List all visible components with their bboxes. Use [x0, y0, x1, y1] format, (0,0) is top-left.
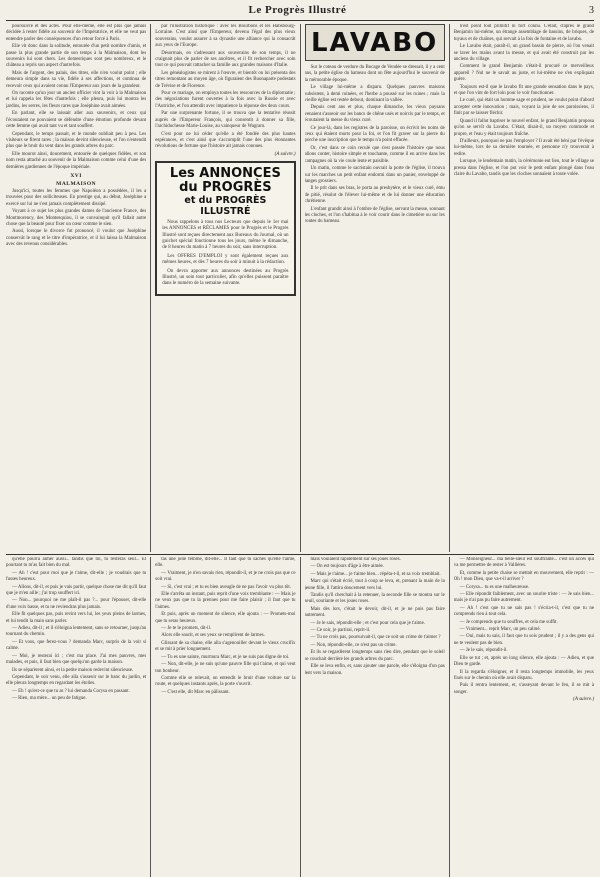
paragraph: Or, c'est dans ce coin reculé que s'est passée l'histoire que nous allons conter, histoire simple et touchante, comme il en arrive dans les campagnes où la vie coule lente et paisible. [304, 145, 445, 164]
upper-section [6, 24, 594, 552]
column-text [305, 557, 445, 677]
paragraph: qu'elle pourra aimer aussi... tandis que toi, tu resteras seul... Et pourtant tu m'as fait bien du mal. [6, 557, 147, 569]
paragraph: Ce jour-là, dans les registres de la paroisse, on écrivit les noms de ceux qui étaient morts pour la foi, et l'on fit graver sur la pierre du porche une inscription que le temps n'a point effacée. [304, 125, 445, 144]
paragraph: Glissant de sa chaise, elle alla s'agenouiller devant le vieux crucifix et se mit à prier longuement. [155, 640, 296, 653]
column-text [6, 24, 146, 171]
paragraph: Alors elle sourit, et ses yeux se remplirent de larmes. [161, 633, 265, 639]
section-title: MALMAISON [56, 180, 97, 187]
paragraph: — Rien, ma mère... un peu de fatigue. [12, 696, 87, 702]
paragraph: Elle se tut ; et, après un long silence, elle ajouta : — Adieu, et que Dieu te garde. [453, 655, 594, 668]
column-rule [300, 24, 301, 552]
column-text [155, 24, 295, 151]
column-rule [150, 24, 151, 552]
paragraph: — Je le sais, répondit-elle ; et c'est pour cela que je t'aime. [310, 620, 425, 626]
story-header [305, 24, 445, 61]
paragraph: — Et vous, que ferez-vous ? demanda Marc, surpris de la voir si calme. [6, 639, 147, 652]
upper-column-3 [305, 24, 445, 552]
paragraph: — Eh ! qu'est-ce que tu as ? lui demanda Corysa en passant. [12, 688, 130, 694]
paragraph: — Mais je t'aime... je t'aime bien... répéta-t-il, et sa voix tremblait. [310, 571, 441, 577]
paragraph: Jusqu'ici, toutes les femmes que Napoléon a possédées, il les a trouvées pour des solliciteuses. En prestige qui, au début, Joséphine a exercé sur lui ne s'est jamais complètement dissipé. [6, 188, 147, 207]
paragraph: Pour ce mariage, on employa toutes les ressources de la diplomatie ; des négociations furent ouvertes à la fois avec la Russie et avec l'Autriche, et l'on attendit avec impatience la réponse des deux cours. [155, 91, 296, 109]
paragraph: — Ah ! c'est que tu ne sais pas ! s'écria-t-il, c'est que tu ne comprends rien à tout cela. [453, 605, 594, 618]
paragraph: — Oui, mais tu sais, il faut que tu sois prudent ; il y a des gens qui ne te veulent pas de bien. [453, 634, 594, 646]
masthead [6, 4, 594, 21]
lower-column-1 [6, 557, 146, 877]
paragraph: D'ailleurs, pourquoi ne pas l'employer ? Il avait été béni par l'évêque lui-même, lors de sa dernière tournée, et personne n'y trouverait à redire. [453, 138, 594, 157]
announcement-text [162, 220, 288, 288]
paragraph: Et, comme la petite chaise se mettait en mouvement, elle reprit : — Oh ! mon Dieu, que va-t-il arriver ? [453, 570, 594, 583]
paragraph: Le Lavabo était, paraît-il, un grand bassin de pierre, où l'on venait se laver les mains avant la messe, et qui avait été construit par les anciens du village. [453, 44, 594, 63]
lower-section [6, 557, 594, 877]
paragraph: — Vraiment, je n'en savais rien, répondit-il, et je ne crois pas que ce soit vrai. [155, 570, 296, 583]
paragraph: — Elle répondit faiblement, avec un sourire triste : — Je sais bien... mais je n'ai pas pu faire autrement. [453, 592, 594, 604]
paragraph: Il le prit dans ses bras, le porta au presbytère, et le vieux curé, ému de pitié, résolut de l'élever lui-même et de lui donner une éducation chrétienne. [304, 186, 445, 205]
paragraph: Nous rappelons à tous nos Lecteurs que depuis le 1er mai les ANNONCES et RÉCLAMES pour le Progrès et le Progrès Illustré sont reçues directement aux Bureaux du Journal, où un guichet spécial fonctionne tous les jours, même le dimanche, de 8 heures du matin à 7 heures du soir, sans interruption. [162, 219, 289, 251]
paragraph: Tandis qu'il cherchait à la retenuer, la seconde fille se montra sur le seuil, souriante et les joues roses. [304, 593, 445, 605]
paragraph: Aussi, lorsque le divorce fut prononcé, il voulut que Joséphine conservât le rang et le titre d'impératrice, et il lui laissa la Malmaison avec des revenus considérables. [6, 229, 147, 248]
column-text [6, 557, 146, 703]
paragraph: Elle mourut ainsi, doucement, entourée de quelques fidèles, et son nom resta attaché au souvenir de la Malmaison comme celui d'une des dernières gardiennes de l'époque impériale. [6, 151, 147, 170]
upper-column-1 [6, 24, 146, 552]
paragraph: Mais dès lors, c'était le devoir, dit-il, et je ne puis pas faire autrement. [304, 606, 445, 619]
paragraph: Comme elle se relevait, on entendit le bruit d'une voiture sur la route, et quelques instants après, la porte s'ouvrit. [155, 675, 296, 688]
masthead-title: Le Progrès Illustré [248, 4, 347, 16]
paragraph: — On est toujours d'âge à être aimée. [310, 564, 384, 570]
story-title: LAVABO [310, 28, 439, 58]
paragraph: On devra apporter aux annonces destinées au Progrès Illustré, un soin tout particulier, afin qu'elles puissent paraître dans le numéro de la semaine suivante. [162, 268, 289, 287]
paragraph: — Non... pourquoi ne me plaît-il pas ?... pour l'épouser, dit-elle d'une voix basse, et tu ne reviendras plus jamais. [6, 598, 147, 610]
paragraph: mais voulaient rapidement sur ses joues roses. [310, 557, 401, 562]
paragraph: Un matin, comme le sacristain ouvrait la porte de l'église, il trouva sur les marches un petit enfant endormi dans un panier, enveloppé de langes grossiers. [304, 166, 445, 184]
paragraph: — Vraiment... reprit Marc, un peu calmé. [459, 627, 541, 633]
paragraph: — Tu es une sainte, murmura Marc, et je ne suis pas digne de toi. [161, 654, 290, 660]
paragraph: Comment le grand Benjamin s'était-il procuré ce merveilleux appareil ? Nul ne le savait au juste, et lui-même ne s'en expliquait guère. [453, 64, 594, 83]
paragraph: Cependant, le temps passait, et le monde oubliait peu à peu. Les visiteurs se firent rares ; la maison devint silencieuse, et l'on n'entendit plus que le bruit du vent dans les grands arbres du parc. [6, 131, 147, 150]
paragraph: — Tu ne crois pas, poursuivait-il, que ce soit un crime de t'aimer ? [310, 635, 441, 641]
paragraph: — Moi, je resterai ici ; c'est ma place. J'ai mes pauvres, mes malades, et puis, il faut bien que quelqu'un garde la maison. [6, 653, 147, 666]
paragraph: Et ils se regardèrent longtemps sans rien dire, pendant que le soleil se couchait derrière les grands arbres du parc. [304, 650, 445, 662]
page-number: 3 [588, 5, 594, 16]
paragraph: — Ah ! c'est pour moi que je t'aime, dit-elle ; je voudrais que tu fusses heureux. [6, 570, 147, 583]
paragraph: — Adieu, dit-il ; et il s'éloigna lentement, sans se retourner, jusqu'au tournant du chemin. [6, 626, 147, 638]
paragraph: — Si, c'est vrai ; et tu es bien aveugle de ne pas l'avoir vu plus tôt. [161, 584, 291, 590]
paragraph: poursuivre et des actes. Pour elle-même, elle est plus que jamais décidée à rester fidèle au souvenir de l'Impératrice, et elle ne veut pas entendre parler des conséquences d'un retour forcé à Paris. [6, 24, 147, 42]
section-divider [6, 554, 594, 555]
paragraph: — Non, dit-elle, je ne suis qu'une pauvre fille qui t'aime, et qui veut ton bonheur. [155, 662, 296, 674]
section-number: XVI [70, 172, 82, 179]
paragraph: Le curé, qui était un homme sage et prudent, ne voulut point d'abord accepter cette innovation ; mais, voyant la joie de ses paroissiens, il finit par se laisser fléchir. [453, 98, 594, 117]
paragraph: — Je te le promets, dit-il. [161, 626, 212, 632]
paragraph: Il la regarda s'éloigner, et il resta longtemps immobile, les yeux fixés sur le chemin où elle avait disparu. [453, 669, 594, 681]
paragraph: L'enfant grandit ainsi à l'ombre de l'église, servant la messe, sonnant les cloches, et l'on s'habitua à le voir courir dans le cimetière ou sur les routes du hameau. [304, 206, 445, 225]
column-rule [300, 557, 301, 877]
paragraph: Voyant à ce sujet les plus grandes dames de l'ancienne France, des Montmorency, des Montesquiou, il se convainquit qu'il fallait autre chose que la beauté pour fixer un cœur comme le sien. [6, 209, 147, 227]
to-be-continued: (A suivre.) [573, 697, 594, 703]
column-text-b [6, 189, 146, 249]
paragraph: Elle s'arrêta un instant, puis reprit d'une voix tremblante : — Mais je ne veux pas que tu la prennes pour me faire plaisir ; il faut que tu l'aimes. [155, 592, 296, 610]
paragraph: n'est point tout primitif ni fort connu. C'était, d'après le grand Benjamin lui-même, un étrange assemblage de bassins, de briques, de tuyaux et de chaînes, qui servait à la fois de fontaine et de lavabo. [453, 24, 594, 42]
column-text [454, 24, 594, 178]
column-text [454, 557, 594, 696]
announcement-title: Les ANNONCES du PROGRÈS [169, 165, 281, 195]
paragraph: Elle vit donc dans la solitude, entourée d'un petit nombre d'amis, et passe la plus grande partie de son temps à la Malmaison, dont les souvenirs lui sont chers. Les domestiques sont peu nombreux, et le château a repris son aspect d'autrefois. [6, 44, 147, 69]
paragraph: Quand il fallut baptiser le nouvel enfant, le grand Benjamin proposa qu'on se servît du Lavabo. C'était, disait-il, un moyen commode et propre, et l'eau y était toujours fraîche. [453, 118, 594, 137]
paragraph: En parlant, elle se laissait aller aux souvenirs, et ceux qui l'écoutaient ne pouvaient se défendre d'une émotion profonde devant cette femme qui avait tant vu et tant souffert. [6, 111, 147, 130]
paragraph: Ils se séparèrent ainsi, et la petite maison redevint silencieuse. [12, 667, 134, 673]
paragraph: Toujours est-il que le lavabo fit une grande sensation dans le pays, et que l'on vint de fort loin pour le voir fonctionner. [453, 84, 594, 97]
to-be-continued: (A suivre.) [274, 151, 296, 157]
paragraph: Par une surprenante fortune, il se trouva que la tentative réussit auprès de l'Empereur François, qui consentit à donner sa fille, l'archiduchesse Marie-Louise, au vainqueur de Wagram. [155, 111, 296, 130]
paragraph: Sur le coteau de verdure du Bocage de Vendée se dressait, il y a cent ans, la petite église du hameau dont on fête aujourd'hui le souvenir de la mémorable époque. [304, 65, 445, 83]
paragraph: Mais de l'argent, des palais, des titres, elle n'en voulut point ; elle demeura simple dans sa vie, fidèle à ses affections, et continua de recevoir ceux qui avaient connu l'Empereur aux jours de la grandeur. [6, 70, 147, 89]
upper-column-2 [155, 24, 295, 552]
column-rule [449, 557, 450, 877]
paragraph: — Monseigneur... ma belle-sœur est souffrante... c'est un accès qui va me permettre de rester à Vallières. [453, 557, 594, 569]
upper-column-4 [454, 24, 594, 552]
paragraph: On raconte qu'un jour un ancien officier vint la voir à la Malmaison et lui rappela les fêtes d'autrefois ; elle pleura, puis lui montra les jardins, les serres, les fleurs rares que Joséphine avait aimées. [6, 91, 147, 109]
paragraph: Lorsque, le lendemain matin, la cérémonie eut lieu, tout le village se pressa dans l'église, et l'on put voir le petit enfant plongé dans l'eau claire du Lavabo, tandis que les cloches sonnaient à toute volée. [453, 159, 594, 177]
paragraph: — Ce soir, je partirai, reprit-il. [310, 628, 371, 634]
lower-column-3 [305, 557, 445, 877]
paragraph: C'est pour ne lui céder qu'elle a été fondée des plus hautes espérances, et c'est ainsi que s'accomplit l'une des plus étonnantes révolutions de fortune que l'histoire ait jamais connues. [155, 131, 296, 150]
paragraph: Elle fit quelques pas, puis revint vers lui, les yeux pleins de larmes, et lui tendit la main sans parler. [6, 612, 147, 624]
paragraph: Les généalogistes se mirent à l'œuvre, et bientôt on lui présenta des titres remontant au moyen âge, où figuraient des Buonaparte podestats de Trévise et de Florence. [155, 70, 296, 89]
paragraph: tas une jolie femme, dit-elle... Il faut que tu saches qu'elle t'aime, elle. [155, 557, 296, 569]
paragraph: Le village lui-même a disparu. Quelques pauvres maisons subsistent, à demi ruinées, et l'herbe a poussé sur les ruines ; mais la vieille église est restée debout, dominant la vallée. [304, 85, 445, 104]
paragraph: — Je comprends que tu souffres, et cela me suffit. [459, 619, 558, 625]
paragraph: Elle se leva enfin, et, sans ajouter une parole, elle s'éloigna d'un pas lent vers la maison. [304, 664, 445, 676]
paragraph: Et puis, après un moment de silence, elle ajouta : — Promets-moi que tu seras heureux. [155, 612, 296, 624]
paragraph: Les OFFRES D'EMPLOI y sont également reçues aux mêmes heures, et dès 7 heures du soir à minuit à la rédaction. [162, 253, 289, 266]
column-rule [449, 24, 450, 552]
paragraph: — C'est elle, dit Marc en pâlissant. [161, 689, 230, 695]
lower-column-2 [155, 557, 295, 877]
paragraph: Cependant, le soir venu, elle alla s'asseoir sur le banc du jardin, et elle pleura longtemps en regardant les étoiles. [6, 674, 147, 687]
column-text [155, 557, 295, 696]
paragraph: — Corysa... tu es une malheureuse. [459, 584, 530, 590]
paragraph: Marc qui s'était écrié, tout à coup se leva, et, prenant la main de la jeune fille, il l'attira doucement vers lui. [304, 579, 445, 591]
lower-column-4 [454, 557, 594, 877]
paragraph: Depuis cent ans et plus, chaque dimanche, les vieux paysans venaient s'asseoir sur les bancs de chêne usés et noircis par le temps, et écoutaient la messe du vieux curé. [304, 105, 445, 124]
announcement-subtitle: et du PROGRÈS ILLUSTRÉ [184, 194, 267, 217]
column-rule [150, 557, 151, 877]
paragraph: — Je le sais, répondit-il. [459, 648, 508, 654]
paragraph: Désormais, en s'adressant aux souverains de son temps, il ne craignait plus de parler de ses ancêtres, et il fit rechercher avec soin tout ce qui pouvait rattacher sa famille aux grandes maisons d'Italie. [155, 50, 296, 69]
paragraph: Puis il rentra lentement, et, s'asseyant devant le feu, il se mit à songer. [453, 683, 594, 695]
paragraph: — Allons, dit-il, et puis je vais partir, quelque chose me dit qu'il faut que je m'en aille ; j'ai trop souffert ici. [6, 584, 147, 597]
column-text [305, 65, 445, 226]
paragraph: par l'illustration historique : avec les Bourbons et les Habsbourg-Lorraine. C'est ainsi que l'Empereur, devenu l'égal des plus vieux souverains, voulut assurer à sa dynastie une alliance qui la consacrât aux yeux de l'Europe. [155, 24, 296, 49]
announcement-box [155, 161, 295, 296]
paragraph: — Non, répondit-elle, ce n'est pas un crime. [310, 642, 397, 648]
